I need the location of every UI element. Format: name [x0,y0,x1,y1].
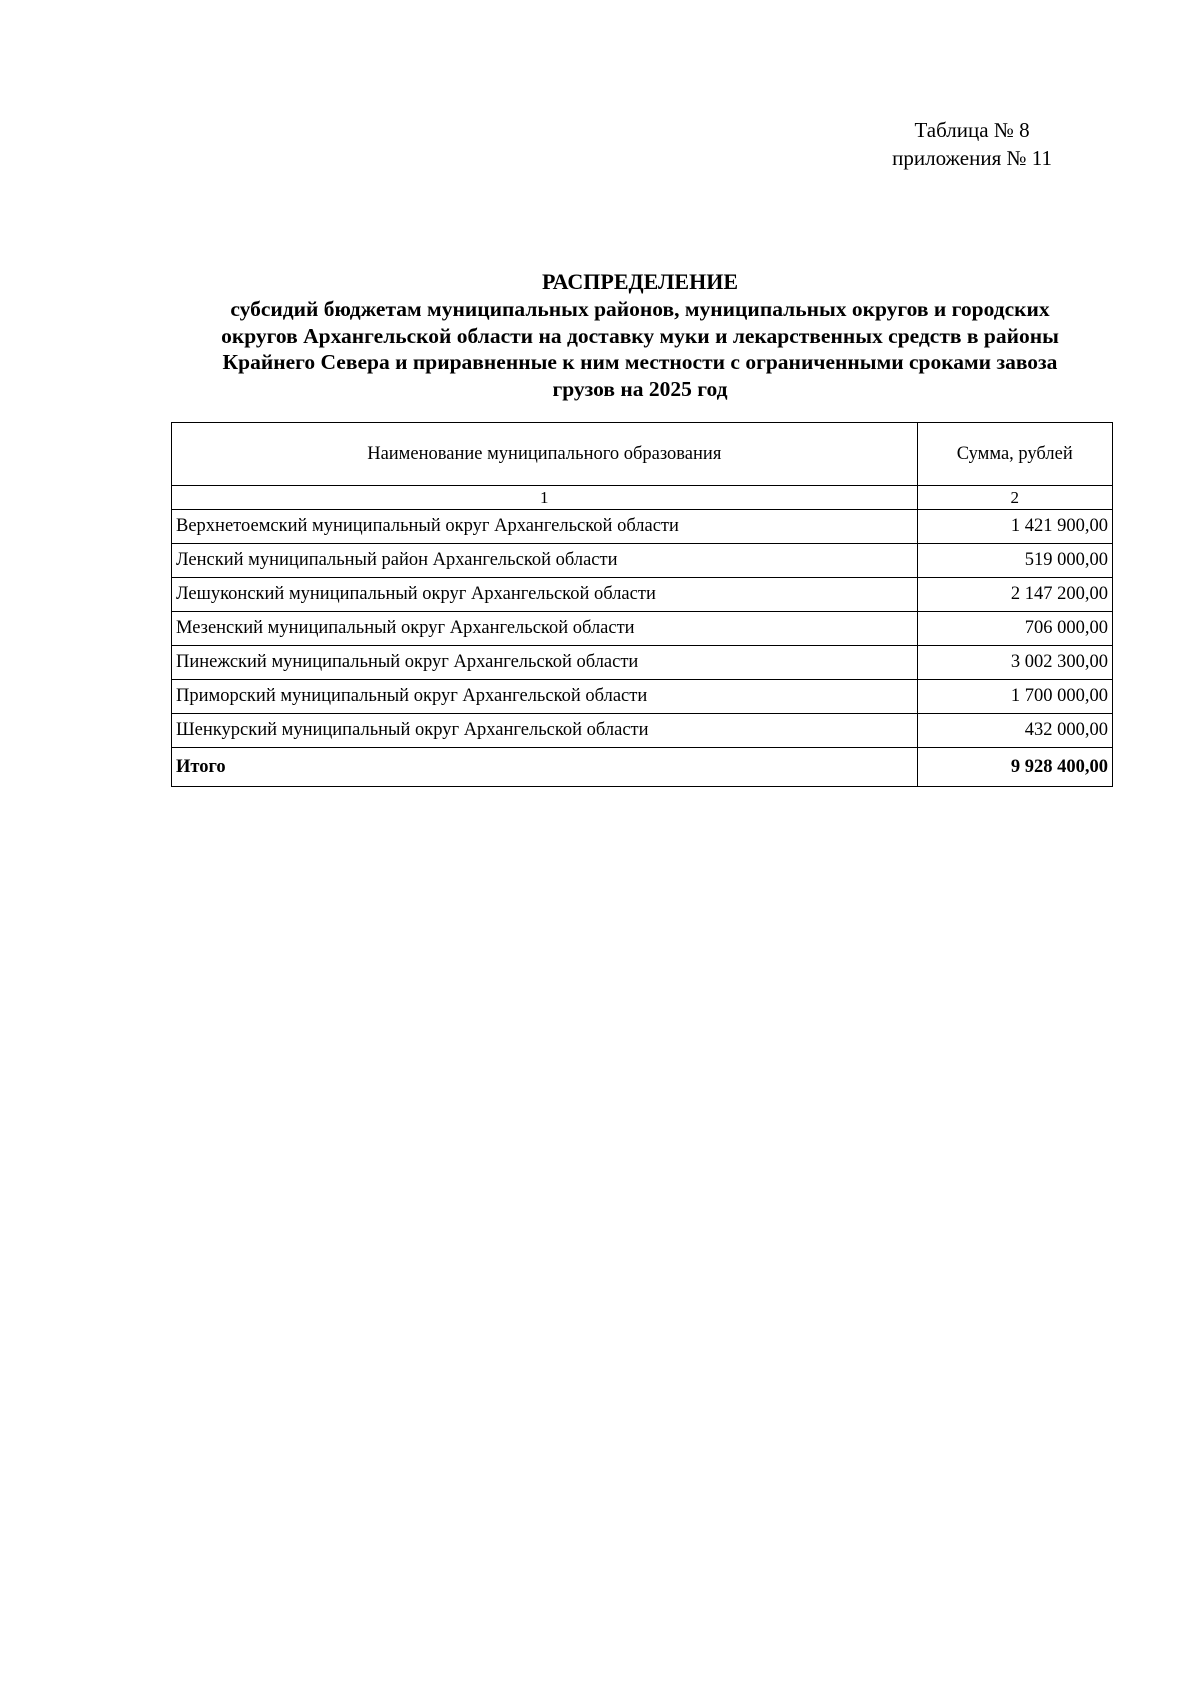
table-row [172,714,1113,748]
municipality-name: Лешуконский муниципальный округ Архангельской области [172,578,918,612]
appendix-number: приложения № 11 [892,146,1052,170]
municipality-name: Мезенский муниципальный округ Архангельской области [172,612,918,646]
amount-value: 1 700 000,00 [917,680,1112,714]
table-row [172,646,1113,680]
subtitle-line: округов Архангельской области на доставку муки и лекарственных средств в районы [221,323,1059,348]
amount-value: 706 000,00 [917,612,1112,646]
table-row [172,612,1113,646]
document-reference [892,116,1052,172]
header-municipality: Наименование муниципального образования [172,423,918,486]
column-number-row [172,486,1113,510]
column-number: 1 [172,486,918,510]
municipality-name: Шенкурский муниципальный округ Архангельской области [172,714,918,748]
total-row [172,748,1113,787]
amount-value: 1 421 900,00 [917,510,1112,544]
total-label: Итого [172,748,918,787]
subtitle-line: субсидий бюджетам муниципальных районов, муниципальных округов и городских [230,297,1050,321]
table-row [172,680,1113,714]
municipality-name: Верхнетоемский муниципальный округ Архангельской области [172,510,918,544]
distribution-table [171,422,1113,787]
table-header-row [172,423,1113,486]
table-row [172,510,1113,544]
table-row [172,578,1113,612]
municipality-name: Ленский муниципальный район Архангельской области [172,544,918,578]
amount-value: 2 147 200,00 [917,578,1112,612]
amount-value: 3 002 300,00 [917,646,1112,680]
document-title: РАСПРЕДЕЛЕНИЕ [541,269,738,294]
column-number: 2 [917,486,1112,510]
subtitle-line: грузов на 2025 год [552,376,728,401]
total-amount: 9 928 400,00 [917,748,1112,787]
amount-value: 519 000,00 [917,544,1112,578]
municipality-name: Приморский муниципальный округ Архангельской области [172,680,918,714]
amount-value: 432 000,00 [917,714,1112,748]
table-row [172,544,1113,578]
header-amount: Сумма, рублей [917,423,1112,486]
municipality-name: Пинежский муниципальный округ Архангельской области [172,646,918,680]
document-heading [160,268,1120,402]
subtitle-line: Крайнего Севера и приравненные к ним местности с ограниченными сроками завоза [222,350,1058,374]
table-number: Таблица № 8 [914,118,1030,142]
